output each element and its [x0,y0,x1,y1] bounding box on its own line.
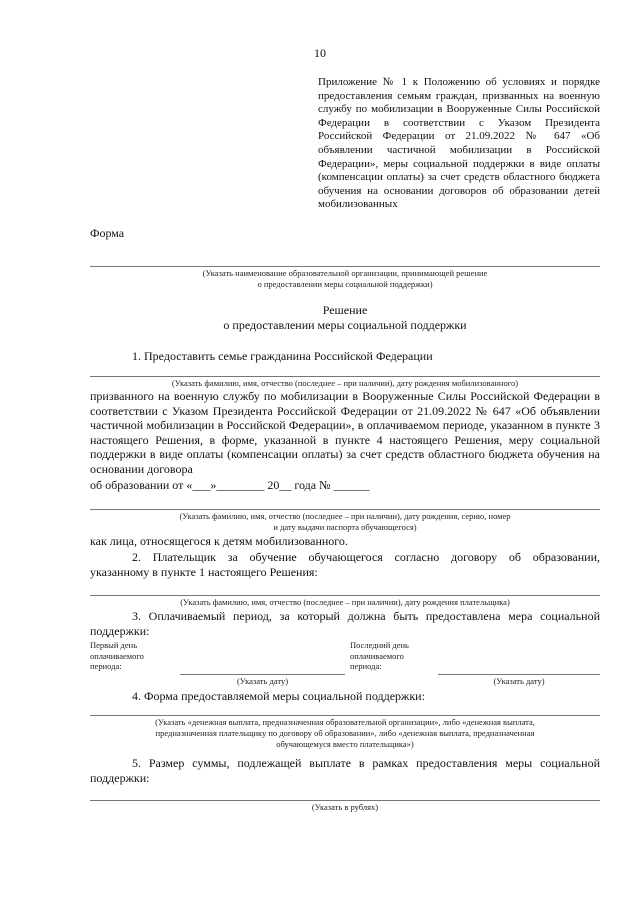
amount-hint: (Указать в рублях) [311,802,379,812]
item-1-text: 1. Предоставить семье гражданина Российской Федерации [132,349,433,363]
document-title: Решение о предоставлении меры социальной поддержки [223,303,467,332]
student-name-hint: (Указать фамилию, имя, отчество (последнее – при наличии), дату рождения, серию, номер и дату выдачи паспорта обучающегося) [179,511,511,532]
first-day-date-hint: (Указать дату) [236,676,289,686]
support-form-line[interactable] [90,715,600,716]
item-5-continuation: поддержки: [90,771,150,785]
last-day-date-line[interactable] [438,674,600,675]
form-label: Форма [90,226,125,240]
mobilized-name-line[interactable] [90,376,600,377]
item-2-continuation: указанному в пункте 1 настоящего Решения: [90,565,318,579]
item-2-text: 2. Плательщик за обучение обучающегося согласно договору об образовании, [132,550,600,564]
org-name-hint: (Указать наименование образовательной организации, принимающей решение о предоставлении меры социальной поддержки) [202,268,488,289]
support-form-hint: (Указать «денежная выплата, предназначенная образовательной организации», либо «денежная выплата, предназначенная плательщику по договору об образовании», либо «денежная выплата, предназначенная обучающемуся вместо плательщика») [155,717,535,749]
item-5-text: 5. Размер суммы, подлежащей выплате в рамках предоставления меры социальной [132,756,600,770]
item-3-text: 3. Оплачиваемый период, за который должна быть предоставлена мера социальной [132,609,600,623]
first-day-label: Первый день оплачиваемого периода: [90,640,144,671]
item-1-paragraph: призванного на военную службу по мобилизации в Вооруженные Силы Российской Федерации в соответствии с Указом Президента Российской Федерации от 21.09.2022 № 647 «Об объявлении частичной мобилизации в Российской Федерации», в оплачиваемом периоде, указанном в пункте 3 настоящего Решения, в форме, указанной в пункте 4 настоящего Решения, меру социальной поддержки в виде оплаты (компенсации оплаты) за счет средств областного бюджета обучения на основании договора [90,389,600,476]
org-name-line[interactable] [90,266,600,267]
children-line: как лица, относящегося к детям мобилизованного. [90,534,348,548]
payer-name-line[interactable] [90,595,600,596]
page-number: 10 [314,46,326,60]
contract-date-line[interactable]: об образовании от «___»________ 20__ года № ______ [90,478,370,492]
student-name-line[interactable] [90,509,600,510]
amount-line[interactable] [90,800,600,801]
first-day-date-line[interactable] [180,674,345,675]
item-3-continuation: поддержки: [90,624,150,638]
mobilized-name-hint: (Указать фамилию, имя, отчество (последнее – при наличии), дату рождения мобилизованного) [171,378,519,388]
payer-name-hint: (Указать фамилию, имя, отчество (последнее – при наличии), дату рождения плательщика) [180,597,510,607]
annex-reference: Приложение № 1 к Положению об условиях и порядке предоставления семьям граждан, призванных на военную службу по мобилизации в Вооруженные Силы Российской Федерации в соответствии с Указом Президента Российской Федерации от 21.09.2022 № 647 «Об объявлении частичной мобилизации в Российской Федерации», меры социальной поддержки в виде оплаты (компенсации оплаты) за счет средств областного бюджета обучения на основании договоров об образовании детей мобилизованных [318,76,600,211]
item-4-text: 4. Форма предоставляемой меры социальной поддержки: [132,689,425,703]
last-day-label: Последний день оплачиваемого периода: [350,640,409,671]
last-day-date-hint: (Указать дату) [493,676,545,686]
